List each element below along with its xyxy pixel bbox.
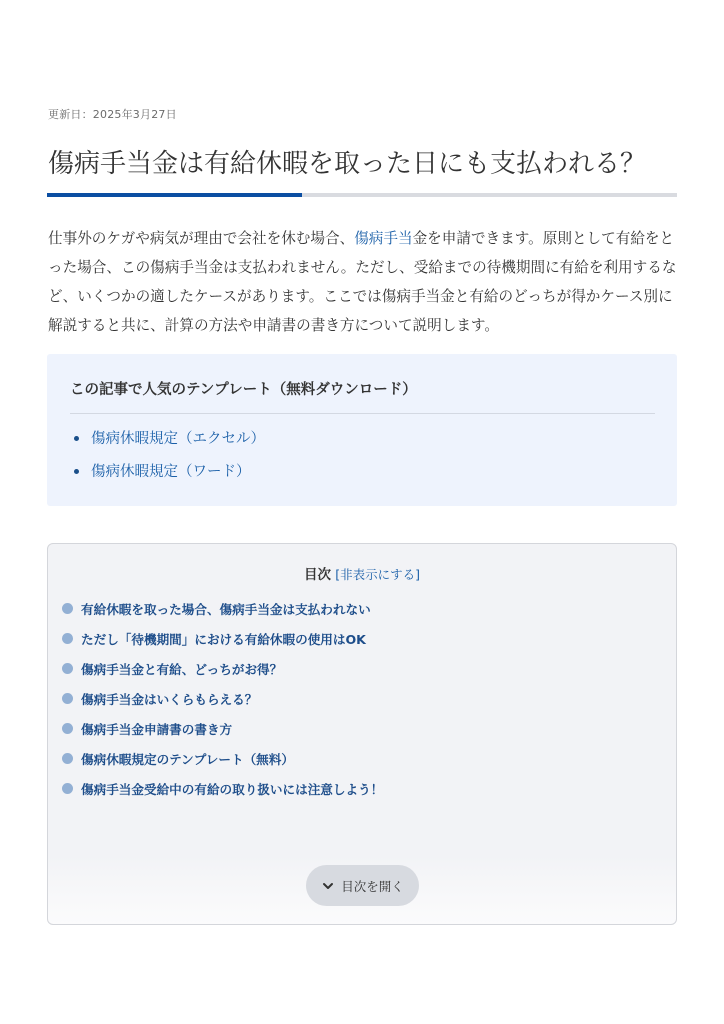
toc-bullet-icon <box>62 693 73 704</box>
title-underline <box>47 193 677 197</box>
popular-templates-divider <box>70 413 655 414</box>
intro-link-injury-allowance[interactable]: 傷病手当 <box>354 230 413 247</box>
toc-bullet-icon <box>62 753 73 764</box>
toc-link[interactable]: 傷病手当金と有給、どっちがお得？ <box>81 662 283 677</box>
toc-item <box>62 716 383 746</box>
toc-link[interactable]: 傷病手当金申請書の書き方 <box>81 722 233 737</box>
chevron-down-icon <box>321 879 335 893</box>
intro-paragraph <box>48 224 680 340</box>
toc-link[interactable]: 傷病休暇規定のテンプレート（無料） <box>81 752 294 767</box>
toc-item <box>62 596 383 626</box>
table-of-contents <box>47 543 677 925</box>
toc-item <box>62 746 383 776</box>
template-link-excel[interactable]: 傷病休暇規定（エクセル） <box>91 431 265 447</box>
template-list-item <box>70 457 265 490</box>
intro-text-before: 仕事外のケガや病気が理由で会社を休む場合、 <box>48 230 355 247</box>
toc-link[interactable]: ただし「待機期間」における有給休暇の使用はOK <box>81 632 366 647</box>
toc-open-button[interactable] <box>306 865 419 906</box>
popular-templates-title: この記事で人気のテンプレート（無料ダウンロード） <box>70 382 417 398</box>
toc-bullet-icon <box>62 783 73 794</box>
toc-item <box>62 686 383 716</box>
updated-date: 更新日：2025年3月27日 <box>48 108 177 121</box>
toc-item <box>62 776 383 806</box>
toc-list <box>62 596 383 806</box>
toc-bullet-icon <box>62 723 73 734</box>
toc-header <box>48 563 676 583</box>
toc-open-label: 目次を開く <box>341 878 404 894</box>
popular-templates-list <box>70 424 265 490</box>
intro-text-after: 金を申請できます。原則として有給をとった場合、この傷病手当金は支払われません。ただし、受給までの待機期間に有給を利用するなど、いくつかの適したケースがあります。ここでは傷病手当金と有給のどっちが得かケース別に解説すると共に、計算の方法や申請書の書き方について説明します。 <box>48 230 677 334</box>
toc-item <box>62 656 383 686</box>
popular-templates-box <box>47 354 677 506</box>
toc-link[interactable]: 有給休暇を取った場合、傷病手当金は支払われない <box>81 602 371 617</box>
bullet-icon <box>74 469 79 474</box>
toc-title: 目次 <box>303 567 331 583</box>
template-link-word[interactable]: 傷病休暇規定（ワード） <box>91 464 251 480</box>
toc-link[interactable]: 傷病手当金はいくらもらえる？ <box>81 692 258 707</box>
bullet-icon <box>74 436 79 441</box>
toc-bullet-icon <box>62 603 73 614</box>
toc-bullet-icon <box>62 663 73 674</box>
toc-bullet-icon <box>62 633 73 644</box>
toc-item <box>62 626 383 656</box>
page-title: 傷病手当金は有給休暇を取った日にも支払われる？ <box>48 149 647 179</box>
toc-hide-toggle[interactable]: [非表示にする] <box>335 567 421 582</box>
toc-link[interactable]: 傷病手当金受給中の有給の取り扱いには注意しよう！ <box>81 782 384 797</box>
title-underline-accent <box>47 193 302 197</box>
template-list-item <box>70 424 265 457</box>
